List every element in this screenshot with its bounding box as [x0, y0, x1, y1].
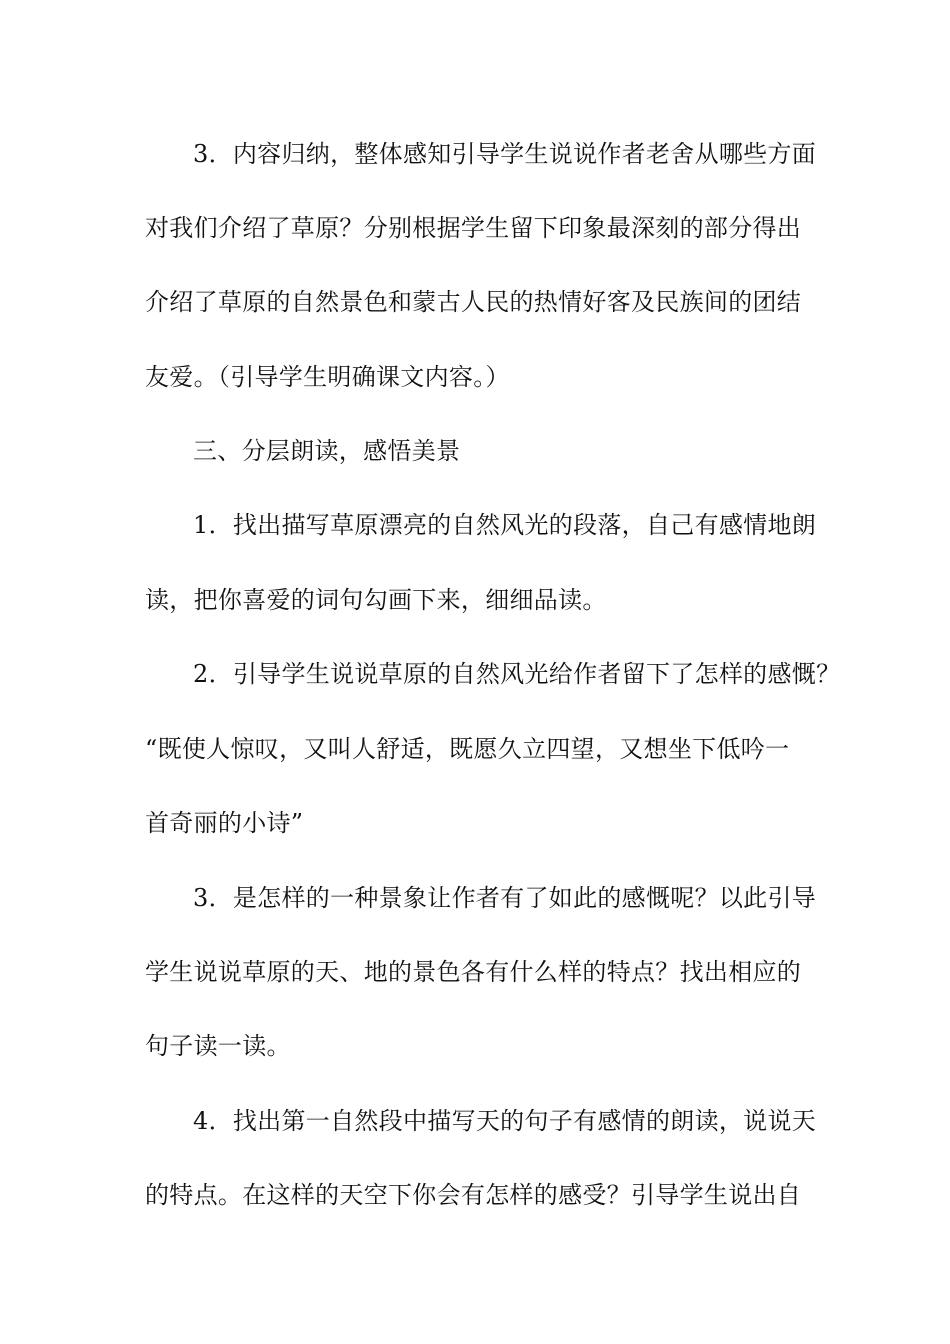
step-2-line-3: 首奇丽的小诗”	[145, 809, 304, 837]
step-3-line-2: 学生说说草原的天、地的景色各有什么样的特点？找出相应的	[145, 958, 802, 986]
step-4-line-1: 4．找出第一自然段中描写天的句子有感情的朗读，说说天	[193, 1107, 817, 1135]
step-4-line-2: 的特点。在这样的天空下你会有怎样的感受？引导学生说出自	[145, 1181, 802, 1209]
paragraph-3-line-1: 3．内容归纳，整体感知引导学生说说作者老舍从哪些方面	[193, 140, 817, 168]
step-3-line-3: 句子读一读。	[145, 1032, 291, 1060]
step-1-line-2: 读，把你喜爱的词句勾画下来，细细品读。	[145, 586, 607, 614]
step-2-line-2: “既使人惊叹，又叫人舒适，既愿久立四望，又想坐下低吟一	[145, 735, 790, 763]
step-2-line-1: 2．引导学生说说草原的自然风光给作者留下了怎样的感慨？	[193, 660, 841, 688]
step-1-line-1: 1．找出描写草原漂亮的自然风光的段落，自己有感情地朗	[193, 511, 817, 539]
section-heading: 三、分层朗读，感悟美景	[193, 437, 461, 465]
paragraph-3-line-2: 对我们介绍了草原？分别根据学生留下印象最深刻的部分得出	[145, 214, 802, 242]
step-3-line-1: 3．是怎样的一种景象让作者有了如此的感慨呢？以此引导	[193, 884, 817, 912]
paragraph-3-line-3: 介绍了草原的自然景色和蒙古人民的热情好客及民族间的团结	[145, 288, 802, 316]
paragraph-3-line-4: 友爱。（引导学生明确课文内容。）	[145, 363, 510, 391]
